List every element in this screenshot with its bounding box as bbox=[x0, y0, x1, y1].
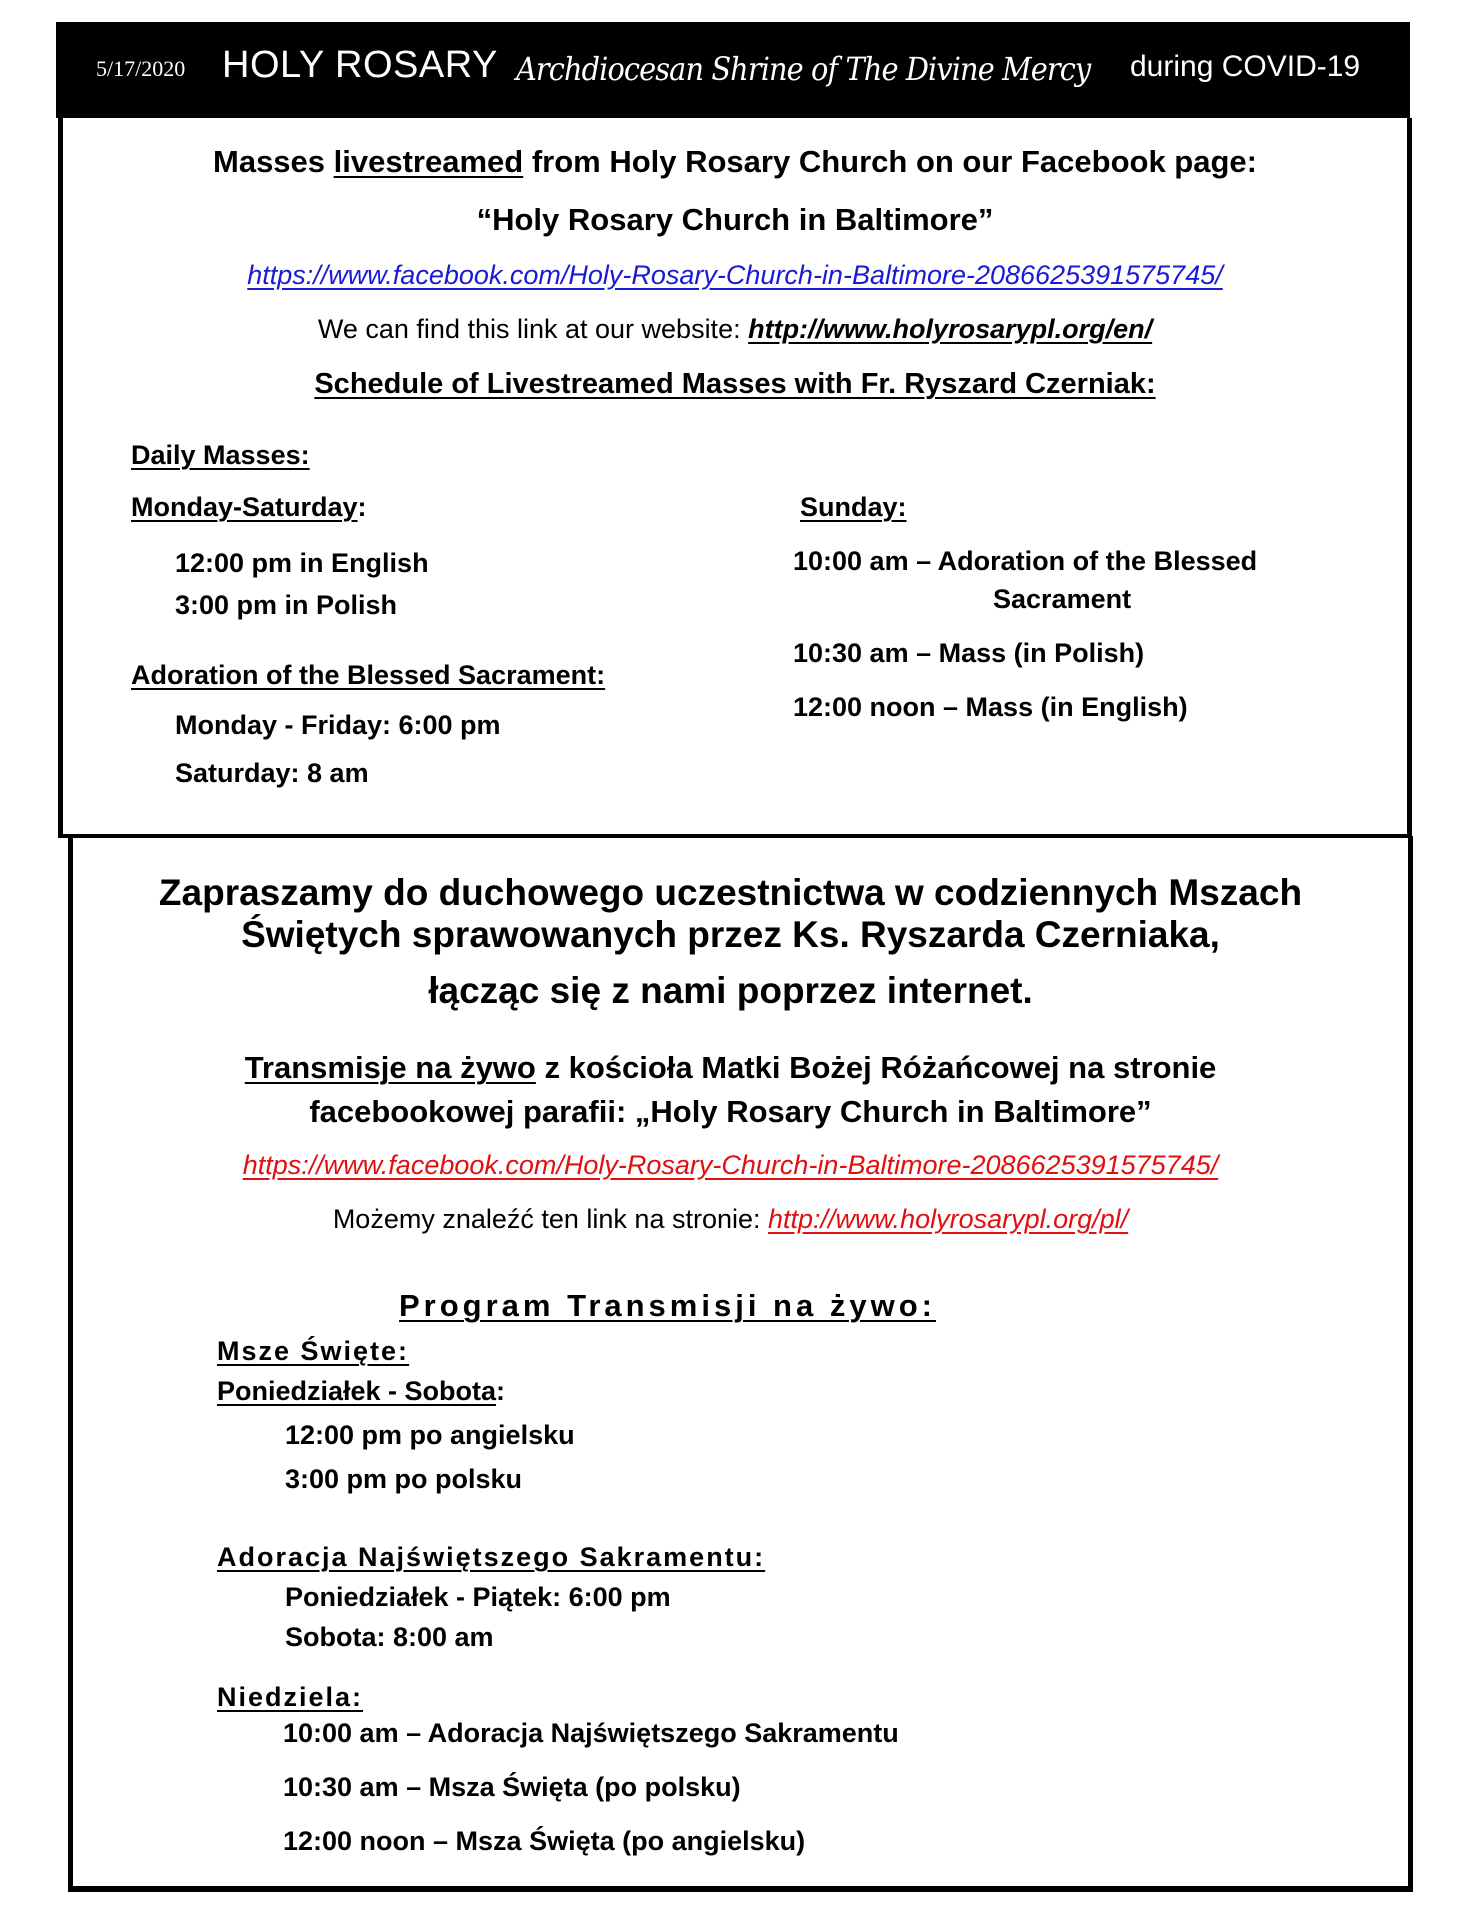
adoration-title: Adoration of the Blessed Sacrament: bbox=[131, 660, 606, 690]
parish-name: HOLY ROSARY bbox=[222, 44, 498, 86]
mon-sat-label: Monday-Saturday bbox=[131, 492, 358, 522]
transmission-underlined: Transmisje na żywo bbox=[244, 1050, 536, 1085]
website-prefix-pl: Możemy znaleźć ten link na stronie: bbox=[332, 1204, 769, 1234]
intro-text: Masses bbox=[213, 144, 334, 179]
bulletin-date: 5/17/2020 bbox=[96, 56, 186, 81]
schedule-item: Sobota: 8:00 am bbox=[285, 1622, 494, 1652]
program-title: Program Transmisji na żywo: bbox=[399, 1288, 936, 1323]
facebook-link-pl[interactable]: https://www.facebook.com/Holy-Rosary-Church-in-Baltimore-2086625391575745/ bbox=[242, 1150, 1219, 1180]
adoration-title-pl: Adoracja Najświętszego Sakramentu: bbox=[217, 1542, 766, 1572]
invite-line: Świętych sprawowanych przez Ks. Ryszarda Czerniaka, bbox=[241, 914, 1220, 955]
mon-sat-label-pl: Poniedziałek - Sobota bbox=[217, 1376, 497, 1406]
schedule-item: 3:00 pm po polsku bbox=[285, 1464, 523, 1494]
sunday-title-pl: Niedziela: bbox=[217, 1682, 364, 1712]
bulletin-header bbox=[56, 22, 1410, 118]
polish-section bbox=[68, 836, 1413, 1892]
schedule-item: 3:00 pm in Polish bbox=[175, 590, 398, 620]
facebook-link[interactable]: https://www.facebook.com/Holy-Rosary-Church-in-Baltimore-2086625391575745/ bbox=[247, 260, 1223, 290]
transmission-line bbox=[53, 1050, 1408, 1086]
mon-sat-title bbox=[131, 492, 367, 523]
schedule-item: 10:00 am – Adoration of the Blessed bbox=[793, 546, 1258, 576]
schedule-item: Sacrament bbox=[993, 584, 1132, 614]
shrine-title: Archdiocesan Shrine of The Divine Mercy bbox=[516, 50, 1091, 88]
schedule-item: Saturday: 8 am bbox=[175, 758, 369, 788]
mon-sat-title-pl bbox=[217, 1376, 505, 1407]
daily-masses-title: Daily Masses: bbox=[131, 440, 310, 470]
schedule-item: 10:30 am – Msza Święta (po polsku) bbox=[283, 1772, 741, 1802]
website-link[interactable]: http://www.holyrosarypl.org/en/ bbox=[748, 314, 1153, 344]
schedule-item: 10:30 am – Mass (in Polish) bbox=[793, 638, 1145, 668]
schedule-title: Schedule of Livestreamed Masses with Fr. Ryszard Czerniak: bbox=[314, 368, 1156, 400]
masses-title-pl: Msze Święte: bbox=[217, 1336, 410, 1366]
website-prefix: We can find this link at our website: bbox=[317, 314, 749, 344]
sunday-title: Sunday: bbox=[800, 492, 907, 522]
transmission-text: z kościoła Matki Bożej Różańcowej na stronie bbox=[535, 1050, 1217, 1085]
invite-line: łącząc się z nami poprzez internet. bbox=[428, 970, 1033, 1011]
website-line-pl bbox=[53, 1204, 1408, 1235]
mon-sat-colon-pl: : bbox=[496, 1376, 506, 1406]
schedule-item: 12:00 noon – Mass (in English) bbox=[793, 692, 1188, 722]
schedule-item: 12:00 noon – Msza Święta (po angielsku) bbox=[283, 1826, 806, 1856]
schedule-item: 12:00 pm po angielsku bbox=[285, 1420, 575, 1450]
invite-line: Zapraszamy do duchowego uczestnictwa w codziennych Mszach bbox=[158, 872, 1303, 913]
schedule-item: 10:00 am – Adoracja Najświętszego Sakramentu bbox=[283, 1718, 899, 1748]
facebook-page-name: “Holy Rosary Church in Baltimore” bbox=[476, 202, 994, 237]
website-link-pl[interactable]: http://www.holyrosarypl.org/pl/ bbox=[768, 1204, 1129, 1234]
intro-text-after: from Holy Rosary Church on our Facebook page: bbox=[523, 144, 1257, 179]
intro-underlined: livestreamed bbox=[333, 144, 524, 179]
transmission-line-2: facebookowej parafii: „Holy Rosary Church in Baltimore” bbox=[309, 1094, 1152, 1129]
mon-sat-colon: : bbox=[357, 492, 367, 522]
schedule-item: Poniedziałek - Piątek: 6:00 pm bbox=[285, 1582, 671, 1612]
website-line bbox=[63, 314, 1407, 345]
english-section bbox=[58, 118, 1412, 838]
covid-note: during COVID-19 bbox=[1130, 50, 1361, 83]
english-intro bbox=[63, 144, 1407, 180]
schedule-item: Monday - Friday: 6:00 pm bbox=[175, 710, 501, 740]
schedule-item: 12:00 pm in English bbox=[175, 548, 429, 578]
